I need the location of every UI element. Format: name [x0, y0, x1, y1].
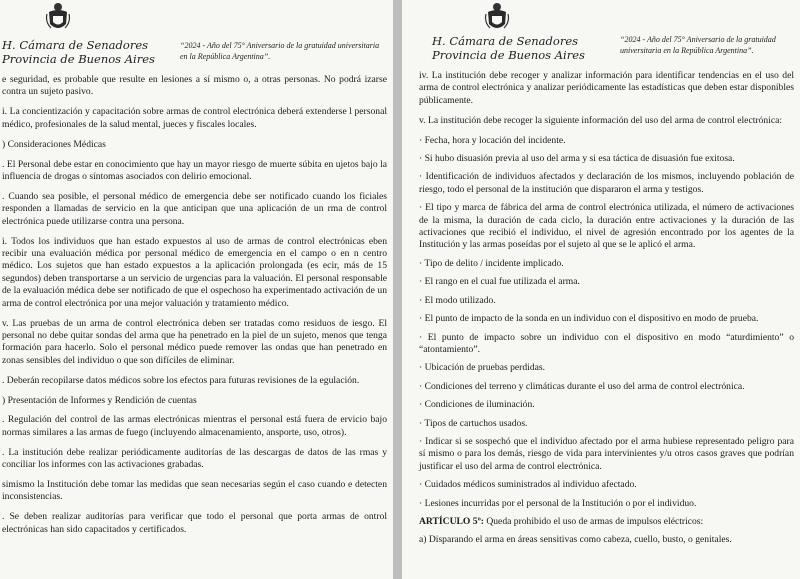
institution-line-1: H. Cámara de Senadores — [432, 34, 579, 48]
institution-line-2: Provincia de Buenos Aires — [432, 48, 585, 62]
paragraph: . Cuando sea posible, el personal médico de emergencia debe ser notificado cuando los ficiales responden a llamadas de servicio en la que anticipan que una aplicación de un rma de control electrónica puede utilizarse contra una persona. — [2, 190, 387, 227]
paragraph: . Se deben realizar auditorías para verificar que todo el personal que porta armas de ontrol electrónicas han sido capacitados y certificados. — [2, 511, 387, 535]
coat-of-arms-icon — [484, 2, 510, 32]
institution-line-2: Provincia de Buenos Aires — [2, 52, 155, 66]
paragraph: · Tipos de cartuchos usados. — [419, 417, 528, 429]
paragraph: · Tipo de delito / incidente implicado. — [419, 257, 564, 269]
paragraph: · Lesiones incurridas por el personal de la Institución o por el individuo. — [419, 497, 697, 509]
institution-name — [432, 34, 585, 62]
paragraph: i. Todos los individuos que han estado expuestos al uso de armas de control electrónicas eben recibir una evaluación médica por personal médico de emergencia en el campo o en n centro médico. Los sujetos que han estado expuestos a la aplicación prolongada (es ecir, más de 15 segundos) deben transportarse a un servicio de urgencias para la valuación. El personal responsable de la evaluación médica debe ser notificado de que el ospechoso ha experimentado activación de un arma de control electrónica por una mejor valuación y tratamiento médico. — [2, 235, 387, 309]
header-motto: “2024 - Año del 75° Aniversario de la gratuidad universitaria en la República Argentina”. — [620, 35, 776, 55]
paragraph: e seguridad, es probable que resulte en lesiones a sí mismo o, a otras personas. No podrá izarse contra un sujeto pasivo. — [2, 74, 387, 98]
article-text: Queda prohibido el uso de armas de impulsos eléctricos: — [483, 515, 704, 527]
right-page-body — [419, 70, 794, 554]
paragraph: · El punto de impacto de la sonda en un individuo con el dispositivo en modo de prueba. — [419, 313, 759, 325]
paragraph: · Si hubo disuasión previa al uso del arma y si esa táctica de disuasión fue exitosa. — [419, 153, 735, 165]
left-page-body — [2, 74, 387, 544]
paragraph: ) Presentación de Informes y Rendición de cuentas — [2, 394, 197, 406]
paragraph: iv. La institución debe recoger y analizar información para identificar tendencias en el uso del arma de control electrónica y analizar periódicamente las estadísticas que deben estar disponibles públicamente. — [419, 70, 794, 106]
article-heading: ARTÍCULO 5º: — [419, 515, 484, 527]
left-page — [0, 0, 393, 579]
paragraph: . Deberán recopilarse datos médicos sobre los efectos para futuras revisiones de la egulación. — [2, 374, 360, 386]
paragraph: v. Las pruebas de un arma de control electrónica deben ser tratadas como residuos de iesgo. El personal no debe quitar sondas del arma que ha penetrado en la piel de un sujeto, menos que tenga formación para hacerlo. Solo el personal médico puede remover las ondas que han penetrado en zonas sensibles del individuo o que son difíciles de eliminar. — [2, 317, 387, 366]
paragraph: · Cuidados médicos suministrados al individuo afectado. — [419, 479, 637, 491]
paragraph: . Regulación del control de las armas electrónicas mientras el personal está fuera de ervicio bajo normas similares a las armas de fuego (incluyendo almacenamiento, ansporte, uso, otros). — [2, 414, 387, 438]
paragraph: · El tipo y marca de fábrica del arma de control electrónica utilizada, el número de activaciones de la misma, la duración de cada ciclo, la duración entre activaciones y la duración de las activaciones que recibió el individuo, el nivel de agresión encontrado por los agentes de la Institución y las armas poseídas por el sujeto al que se le aplicó el arma. — [419, 202, 794, 251]
right-paragraphs — [419, 70, 794, 510]
coat-of-arms-icon — [45, 2, 71, 32]
header-motto: “2024 - Año del 75° Aniversario de la gratuidad universitaria en la República Argentina”. — [180, 41, 380, 61]
paragraph: . El Personal debe estar en conocimiento que hay un mayor riesgo de muerte súbita en ujetos bajo la influencia de drogas o síntomas asociados con delirio emocional. — [2, 158, 387, 182]
paragraph: · El modo utilizado. — [419, 294, 496, 306]
paragraph: · Condiciones del terreno y climáticas durante el uso del arma de control electrónica. — [419, 380, 745, 392]
paragraph: v. La institución debe recoger la siguiente información del uso del arma de control electrónica: — [419, 114, 783, 126]
paragraph: · Fecha, hora y locación del incidente. — [419, 134, 566, 146]
paragraph: simismo la Institución debe tomar las medidas que sean necesarias según el caso cuando e detecten inconsistencias. — [2, 479, 387, 503]
left-page-header — [0, 0, 393, 72]
institution-name — [2, 38, 155, 66]
article-item-a: a) Disparando el arma en áreas sensitivas como cabeza, cuello, busto, o genitales. — [419, 534, 732, 546]
paragraph: ) Consideraciones Médicas — [2, 138, 106, 150]
paragraph: i. La concientización y capacitación sobre armas de control electrónica deberá extenderse l personal médico, profesionales de la salud mental, jueces y fiscales locales. — [2, 106, 387, 130]
paragraph: · Indicar si se sospechó que el individuo afectado por el arma hubiese representado peligro para sí mismo o para los demás, riesgo de vida para intervinientes y/u otros casos graves que podrían justificar el uso del arma de control electrónica. — [419, 435, 794, 472]
article-5 — [419, 516, 794, 528]
paragraph: · Identificación de individuos afectados y declaración de los mismos, incluyendo población de riesgo, todo el personal de la institución que dispararon el arma y testigos. — [419, 171, 794, 195]
paragraph: · Ubicación de pruebas perdidas. — [419, 362, 546, 374]
paragraph: . La institución debe realizar periódicamente auditorías de las descargas de datos de las rmas y conciliar los informes con las activaciones grabadas. — [2, 446, 387, 471]
right-page-header — [402, 0, 800, 72]
right-page — [402, 0, 800, 579]
paragraph: · El punto de impacto sobre un individuo con el dispositivo en modo “aturdimiento” o “atontamiento”. — [419, 331, 794, 355]
institution-line-1: H. Cámara de Senadores — [2, 38, 149, 52]
paragraph: · Condiciones de iluminación. — [419, 399, 535, 411]
paragraph: · El rango en el cual fue utilizada el arma. — [419, 276, 580, 288]
